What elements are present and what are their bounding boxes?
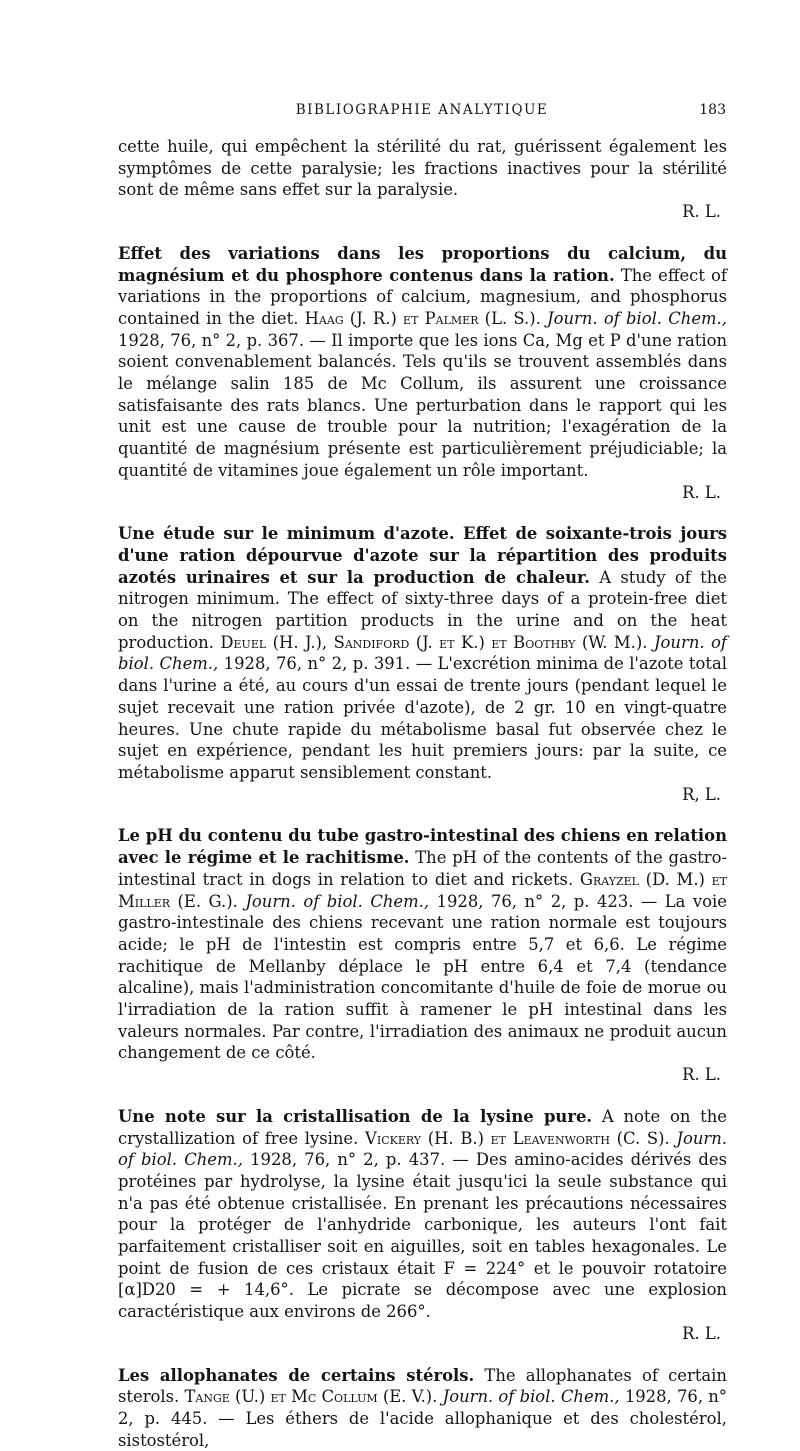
intro-paragraph bbox=[118, 136, 727, 223]
article-authors: Grayzel (D. M.) et Miller (E. G.). bbox=[118, 869, 727, 911]
article-title: Une note sur la cristallisation de la lysine pure. bbox=[118, 1106, 593, 1126]
article-title: Les allophanates de certains stérols. bbox=[118, 1365, 475, 1385]
article-title: Le pH du contenu du tube gastro-intestinal des chiens en relation avec le régime et le rachitisme. bbox=[118, 826, 727, 868]
article-title: Une étude sur le minimum d'azote. Effet de soixante-trois jours d'une ration dépourvue d'azote sur la répartition des produits azotés urinaires et sur la production de chaleur. bbox=[118, 524, 727, 587]
article-reference: 1928, 76, n° 2, p. 423. — bbox=[436, 891, 658, 911]
article-reference: 1928, 76, n° 2, p. 391. — bbox=[223, 654, 433, 674]
article-authors: Vickery (H. B.) et Leavenworth (C. S). bbox=[365, 1128, 670, 1148]
intro-text: cette huile, qui empêchent la stérilité du rat, guérissent également les symptômes de cette paralysie; les fractions inactives pour la stérilité sont de même sans effet sur la paralysie. bbox=[118, 137, 727, 200]
article-lysine-crystallization bbox=[118, 1106, 727, 1345]
article-signature: R. L. bbox=[682, 1065, 721, 1085]
article-ph-gastro-intestinal bbox=[118, 825, 727, 1085]
article-english-title: A study of the nitrogen minimum. The effect of sixty-three days of a protein-free diet on the nitrogen partition products in the urine and on the heat production. bbox=[118, 567, 727, 652]
running-title: BIBLIOGRAPHIE ANALYTIQUE bbox=[295, 102, 549, 118]
article-reference: 1928, 76, n° 2, p. 445. — bbox=[118, 1387, 727, 1428]
article-english-title: The pH of the contents of the gastro-intestinal tract in dogs in relation to diet and rickets. bbox=[118, 848, 727, 889]
article-english-title: The allophanates of certain sterols. bbox=[118, 1365, 727, 1407]
article-reference: 1928, 76, n° 2, p. 437. — bbox=[250, 1150, 469, 1170]
article-reference: 1928, 76, n° 2, p. 367. — bbox=[118, 330, 326, 350]
article-sterol-allophanates bbox=[118, 1365, 727, 1451]
article-abstract: L'excrétion minima de l'azote total dans l'urine a été, au cours d'un essai de trente jours (pendant lequel le sujet recevait une ration privée d'azote), de 2 gr. 10 en vingt-quatre heures. Une chute rapide du métabolisme basal fut observée chez le sujet en expérience, pendant les huit premiers jours: par la suite, ce métabolisme apparut sensiblement constant. bbox=[118, 654, 727, 782]
page-number: 183 bbox=[699, 102, 726, 118]
article-journal: Journ. of biol. Chem., bbox=[547, 308, 727, 328]
article-abstract: Des amino-acides dérivés des protéines par hydrolyse, la lysine était jusqu'ici la seule substance qui n'a pas été obtenue cristallisée. En prenant les précautions nécessaires pour la protéger de l'anhydride carbonique, les auteurs l'ont fait parfaitement cristalliser soit en aiguilles, soit en tables hexagonales. Le point de fusion de ces cristaux était F = 224° et le pouvoir rotatoire [α]D20 = + 14,6°. Le picrate se décompose avec une explosion caractéristique aux environs de 266°. bbox=[118, 1150, 728, 1322]
article-journal: Journ. of biol. Chem., bbox=[118, 632, 727, 674]
article-authors: Deuel (H. J.), Sandiford (J. et K.) et Boothby (W. M.). bbox=[220, 632, 648, 652]
article-journal: Journ. of biol. Chem., bbox=[245, 891, 430, 911]
article-abstract: La voie gastro-intestinale des chiens recevant une ration normale est toujours acide; le pH de l'intestin est compris entre 5,7 et 6,6. Le régime rachitique de Mellanby déplace le pH entre 6,4 et 7,4 (tendance alcaline), mais l'administration concomitante d'huile de foie de morue ou l'irradiation de la ration suffit à ramener le pH intestinal dans les valeurs normales. Par contre, l'irradiation des animaux ne produit aucun changement de ce côté. bbox=[118, 891, 727, 1063]
article-journal: Journ. of biol. Chem., bbox=[442, 1387, 620, 1407]
article-calcium-magnesium bbox=[118, 243, 727, 503]
article-abstract: Les éthers de l'acide allophanique et des cholestérol, sistostérol, bbox=[118, 1408, 727, 1450]
article-signature: R, L. bbox=[682, 784, 721, 804]
article-journal: Journ. of biol. Chem., bbox=[118, 1128, 727, 1170]
article-authors: Tange (U.) et Mc Collum (E. V.). bbox=[184, 1387, 438, 1407]
article-abstract: Il importe que les ions Ca, Mg et P d'une ration soient convenablement balancés. Tels qu'ils se trouvent assemblés dans le mélange salin 185 de Mc Collum, ils assurent une croissance satisfaisante des rats blancs. Une perturbation dans le rapport qui les unit est une cause de trouble pour la nutrition; l'exagération de la quantité de magnésium présente est particulièrement préjudiciable; la quantité de vitamines joue également un rôle important. bbox=[118, 330, 727, 480]
article-authors: Haag (J. R.) et Palmer (L. S.). bbox=[304, 308, 541, 328]
article-title: Effet des variations dans les proportions du calcium, du magnésium et du phosphore contenus dans la ration. bbox=[118, 243, 727, 285]
page-header bbox=[118, 102, 726, 124]
article-nitrogen-minimum bbox=[118, 523, 727, 805]
intro-signature: R. L. bbox=[682, 202, 721, 222]
article-signature: R. L. bbox=[682, 1323, 721, 1343]
article-signature: R. L. bbox=[682, 482, 721, 502]
article-english-title: A note on the crystallization of free lysine. bbox=[118, 1106, 727, 1148]
text-body bbox=[118, 136, 727, 1451]
article-english-title: The effect of variations in the proportions of calcium, magnesium, and phosphorus contained in the diet. bbox=[118, 265, 727, 328]
